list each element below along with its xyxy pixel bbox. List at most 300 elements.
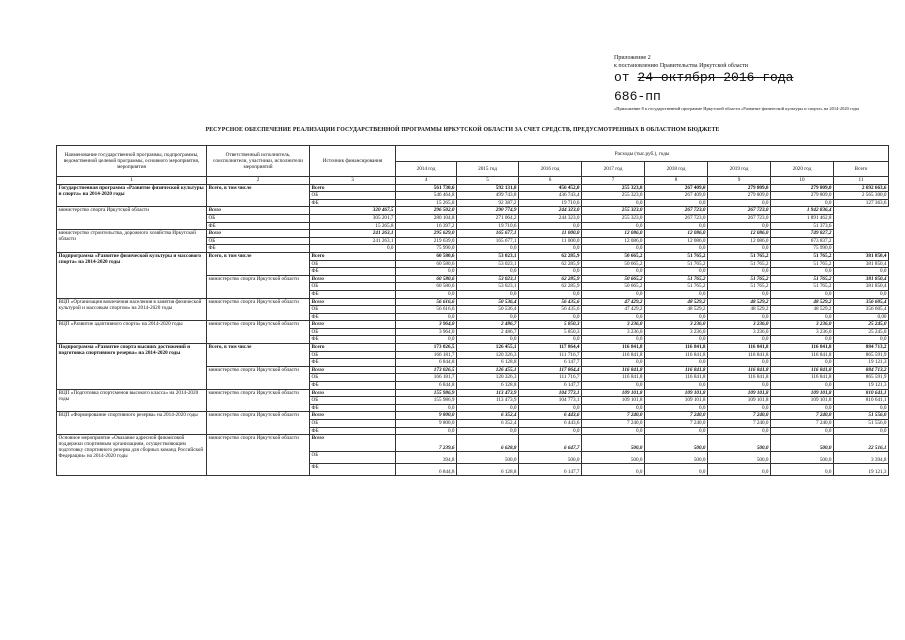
row-value: 22 516,1 <box>834 435 889 452</box>
row-value: 6 844,8 <box>396 359 457 367</box>
row-source: ФБ <box>310 290 396 298</box>
row-source: ФБ <box>310 199 396 207</box>
row-value: 0,0 <box>582 427 645 435</box>
row-value: 6 128,8 <box>457 464 519 476</box>
row-value: 60 580,6 <box>396 275 457 283</box>
row-value: 3 236,0 <box>582 321 645 329</box>
row-value: 356 605,4 <box>834 298 889 306</box>
row-value: 0,0 <box>310 245 396 253</box>
row-value: 11 000,0 <box>519 237 582 245</box>
row-source: Всего <box>310 298 396 306</box>
row-value: 111 716,7 <box>519 351 582 359</box>
column-number: 2 <box>207 177 310 185</box>
row-source: ОБ <box>310 192 396 200</box>
row-value: 7 240,0 <box>645 420 708 428</box>
row-value: 12 086,0 <box>582 230 645 238</box>
row-value: 241 263,1 <box>310 237 396 245</box>
row-value: 56 616,6 <box>396 298 457 306</box>
row-value: 7 240,0 <box>582 420 645 428</box>
column-number: 3 <box>310 177 396 185</box>
row-value: 51 765,2 <box>708 275 771 283</box>
row-value: 75 990,0 <box>396 245 457 253</box>
row-value: 0,0 <box>708 336 771 344</box>
row-value: 12 086,0 <box>582 237 645 245</box>
row-value: 7 240,0 <box>645 412 708 420</box>
row-value: 0,0 <box>708 359 771 367</box>
row-value: 51 765,2 <box>708 260 771 268</box>
row-executor: министерство спорта Иркутской области <box>207 412 310 435</box>
row-value: 0,0 <box>457 290 519 298</box>
row-value: 0,0 <box>708 199 771 207</box>
row-value: 11 000,0 <box>519 230 582 238</box>
row-value: 48 529,2 <box>771 298 834 306</box>
row-source: ОБ <box>310 306 396 314</box>
row-value: 219 639,0 <box>396 237 457 245</box>
row-value: 12 086,0 <box>708 230 771 238</box>
row-value: 0,0 <box>396 268 457 276</box>
row-value: 267 409,0 <box>645 184 708 192</box>
row-source: Всего <box>310 321 396 329</box>
row-source: ФБ <box>310 464 396 476</box>
row-value: 0,0 <box>708 290 771 298</box>
row-value: 592 131,8 <box>457 184 519 192</box>
row-value: 109 101,8 <box>582 389 645 397</box>
row-value: 51 556,0 <box>834 420 889 428</box>
row-source: Всего <box>310 435 396 452</box>
row-value: 0,0 <box>645 464 708 476</box>
row-value: 3 236,0 <box>645 321 708 329</box>
row-value: 255 323,0 <box>582 207 645 215</box>
row-value: 19 121,3 <box>834 464 889 476</box>
row-source: ФБ <box>310 404 396 412</box>
row-value: 155 986,9 <box>396 389 457 397</box>
row-value: 6 352,4 <box>457 412 519 420</box>
row-value: 126 455,1 <box>457 366 519 374</box>
row-value: 0,0 <box>645 245 708 253</box>
row-value: 7 240,0 <box>708 412 771 420</box>
row-value: 0,0 <box>645 427 708 435</box>
table-row <box>57 344 889 352</box>
row-value: 19 710,6 <box>519 199 582 207</box>
row-value: 62 285,9 <box>519 283 582 291</box>
row-value: 2 565 300,0 <box>834 192 889 200</box>
row-executor: министерство спорта Иркутской области <box>57 207 207 230</box>
row-value: 244 323,0 <box>519 207 582 215</box>
row-value: 500,0 <box>582 435 645 452</box>
row-value: 50 665,2 <box>582 283 645 291</box>
row-name: ВЦП «Подготовка спортсменов высокого класса» на 2014-2020 годы <box>57 389 207 412</box>
row-value: 0,0 <box>771 359 834 367</box>
row-value: 279 809,0 <box>771 192 834 200</box>
row-value: 116 841,8 <box>645 351 708 359</box>
row-source: ОБ <box>310 260 396 268</box>
row-value: 92 387,2 <box>457 199 519 207</box>
row-value: 19 710,6 <box>457 222 519 230</box>
row-value: 2 486,7 <box>457 321 519 329</box>
row-value: 173 026,5 <box>396 366 457 374</box>
row-value: 51 765,2 <box>771 252 834 260</box>
row-source: Всего <box>207 207 310 215</box>
row-value: 0,0 <box>771 404 834 412</box>
column-number: 4 <box>396 177 457 185</box>
row-value: 51 765,2 <box>645 252 708 260</box>
row-name: Подпрограмма «Развитие спорта высших достижений и подготовка спортивного резерва» на 2014-2020 годы <box>57 344 207 390</box>
row-value: 0,0 <box>645 290 708 298</box>
row-value: 50 536,4 <box>457 298 519 306</box>
row-value: 0,0 <box>396 313 457 321</box>
row-value: 109 101,8 <box>645 389 708 397</box>
row-value: 0,0 <box>582 199 645 207</box>
row-value: 267 723,0 <box>708 207 771 215</box>
row-value: 7 240,0 <box>708 420 771 428</box>
row-value: 5 850,3 <box>519 328 582 336</box>
row-value: 51 765,2 <box>708 283 771 291</box>
row-value: 51 765,2 <box>645 275 708 283</box>
header-year: 2020 год <box>771 162 834 177</box>
row-value: 109 101,8 <box>582 397 645 405</box>
row-value: 267 723,0 <box>645 207 708 215</box>
row-source: ОБ <box>310 420 396 428</box>
row-value: 165 677,1 <box>457 230 519 238</box>
row-value: 0,00 <box>834 313 889 321</box>
row-value: 117 864,4 <box>519 344 582 352</box>
row-value: 155 986,9 <box>396 397 457 405</box>
row-value: 0,0 <box>834 427 889 435</box>
row-value: 6 147,7 <box>519 464 582 476</box>
row-value: 279 809,0 <box>771 184 834 192</box>
row-value: 50 665,2 <box>582 275 645 283</box>
row-value: 456 452,0 <box>519 184 582 192</box>
column-number: 10 <box>771 177 834 185</box>
row-value: 500,0 <box>457 452 519 464</box>
row-value: 381 850,4 <box>834 283 889 291</box>
row-value: 109 101,8 <box>645 397 708 405</box>
row-value: 166 181,7 <box>396 374 457 382</box>
row-value: 48 529,2 <box>771 306 834 314</box>
table-row <box>57 184 889 192</box>
row-executor: Всего, в том числе <box>207 184 310 207</box>
row-value: 0,0 <box>519 313 582 321</box>
row-value: 865 591,9 <box>834 374 889 382</box>
row-value: 116 841,8 <box>771 351 834 359</box>
row-value: 9 800,0 <box>396 420 457 428</box>
row-value: 51 765,2 <box>771 275 834 283</box>
row-value: 0,0 <box>771 268 834 276</box>
row-source: ФБ <box>207 245 310 253</box>
row-value: 0,0 <box>396 336 457 344</box>
row-value: 500,0 <box>771 452 834 464</box>
row-value: 296 502,0 <box>396 207 457 215</box>
header-expenses: Расходы (тыс.руб.), годы <box>396 146 889 162</box>
row-source: Всего <box>310 275 396 283</box>
row-value: 0,0 <box>834 404 889 412</box>
table-row <box>57 412 889 420</box>
row-value: 12 086,0 <box>708 237 771 245</box>
date-value: 24 октября 2016 года <box>637 70 794 85</box>
row-value: 0,0 <box>771 382 834 390</box>
row-value: 749 827,2 <box>771 230 834 238</box>
row-value: 47 429,2 <box>582 298 645 306</box>
header-name: Наименование государственной программы, подпрограммы, ведомственной целевой программы, основного мероприятия, мероприятия <box>57 146 207 177</box>
row-source: ФБ <box>207 222 310 230</box>
row-value: 116 841,8 <box>645 366 708 374</box>
row-value: 109 101,8 <box>771 397 834 405</box>
row-value: 320 467,5 <box>310 207 396 215</box>
row-value: 0,0 <box>834 268 889 276</box>
row-executor: министерство спорта Иркутской области <box>207 298 310 321</box>
row-value: 0,0 <box>457 404 519 412</box>
table-row <box>57 230 889 238</box>
row-source: ФБ <box>310 313 396 321</box>
row-name: ВЦП «Развитие адаптивного спорта» на 2014-2020 годы <box>57 321 207 344</box>
row-value: 48 529,2 <box>708 298 771 306</box>
document-title: РЕСУРСНОЕ ОБЕСПЕЧЕНИЕ РЕАЛИЗАЦИИ ГОСУДАРСТВЕННОЙ ПРОГРАММЫ ИРКУТСКОЙ ОБЛАСТИ ЗА СЧЕТ СРЕДСТВ, ПРЕДУСМОТРЕННЫХ В ОБЛАСТНОМ БЮДЖЕТЕ <box>205 127 720 133</box>
row-value: 436 743,4 <box>519 192 582 200</box>
row-value: 2 486,7 <box>457 328 519 336</box>
row-value: 50 536,4 <box>457 306 519 314</box>
row-value: 60 580,6 <box>396 260 457 268</box>
row-value: 381 850,4 <box>834 260 889 268</box>
row-value: 3 236,0 <box>708 328 771 336</box>
row-value: 3 964,0 <box>396 328 457 336</box>
row-value: 6 147,7 <box>519 359 582 367</box>
row-value: 12 086,0 <box>645 237 708 245</box>
row-value: 75 990,0 <box>771 245 834 253</box>
row-source: ОБ <box>310 328 396 336</box>
appendix-label: Приложение 2 <box>614 55 651 61</box>
row-value: 127 363,6 <box>834 199 889 207</box>
row-value: 116 841,8 <box>771 366 834 374</box>
row-executor: Всего, в том числе <box>207 344 310 367</box>
column-numbers-row <box>57 177 889 185</box>
row-value: 0,0 <box>582 245 645 253</box>
row-value: 51 765,2 <box>771 283 834 291</box>
row-value: 0,0 <box>771 290 834 298</box>
row-value: 7 240,0 <box>771 412 834 420</box>
row-value: 865 591,9 <box>834 351 889 359</box>
header-year: 2017 год <box>582 162 645 177</box>
row-value: 117 864,4 <box>519 366 582 374</box>
row-value: 0,0 <box>708 464 771 476</box>
row-value: 19 121,3 <box>834 382 889 390</box>
row-value: 500,0 <box>708 435 771 452</box>
header-year: 2019 год <box>708 162 771 177</box>
row-value: 126 455,1 <box>457 344 519 352</box>
row-value: 56 435,6 <box>519 306 582 314</box>
row-value: 120 326,3 <box>457 351 519 359</box>
row-value: 48 529,2 <box>645 298 708 306</box>
row-value: 116 841,8 <box>708 374 771 382</box>
row-value: 267 723,0 <box>645 214 708 222</box>
row-value: 3 236,0 <box>582 328 645 336</box>
row-value: 500,0 <box>582 452 645 464</box>
row-value: 0,0 <box>457 336 519 344</box>
row-value: 0,0 <box>519 245 582 253</box>
row-value: 0,0 <box>708 427 771 435</box>
row-value: 2 692 663,6 <box>834 184 889 192</box>
row-value: 0,0 <box>645 199 708 207</box>
row-value: 0,0 <box>582 222 645 230</box>
row-value: 0,0 <box>708 404 771 412</box>
row-value: 3 964,0 <box>396 321 457 329</box>
column-number: 5 <box>457 177 519 185</box>
row-value: 116 841,8 <box>771 374 834 382</box>
row-value: 116 841,8 <box>708 351 771 359</box>
row-value: 3 394,8 <box>834 452 889 464</box>
row-value: 500,0 <box>708 452 771 464</box>
row-value: 0,0 <box>771 427 834 435</box>
row-name: ВЦП «Формирование спортивного резерва» на 2014-2020 годы <box>57 412 207 435</box>
row-value: 3 236,0 <box>771 321 834 329</box>
row-value: 0,0 <box>834 290 889 298</box>
column-number: 6 <box>519 177 582 185</box>
row-executor: министерство спорта Иркутской области <box>207 366 310 389</box>
row-value: 884 713,2 <box>834 344 889 352</box>
row-value: 62 285,9 <box>519 252 582 260</box>
row-value: 381 850,4 <box>834 275 889 283</box>
table-row <box>57 252 889 260</box>
row-value: 0,0 <box>582 359 645 367</box>
row-value: 6 443,6 <box>519 420 582 428</box>
table-row <box>57 389 889 397</box>
row-source: Всего <box>310 389 396 397</box>
row-value: 6 128,8 <box>457 359 519 367</box>
row-value: 500,0 <box>519 452 582 464</box>
row-value: 0,0 <box>708 313 771 321</box>
row-value: 0,0 <box>582 268 645 276</box>
row-value: 53 023,1 <box>457 252 519 260</box>
row-value: 109 101,8 <box>771 389 834 397</box>
row-value: 0,0 <box>834 336 889 344</box>
row-name: Подпрограмма «Развитие физической культуры и массового спорта» на 2014-2020 годы <box>57 252 207 298</box>
row-value: 280 104,8 <box>396 214 457 222</box>
row-name: Государственная программа «Развитие физической культуры и спорта» на 2014-2020 годы <box>57 184 207 207</box>
row-value: 51 765,2 <box>645 283 708 291</box>
row-source: ОБ <box>310 397 396 405</box>
row-value: 51 765,2 <box>645 260 708 268</box>
row-value: 0,0 <box>519 427 582 435</box>
row-value: 0,0 <box>645 382 708 390</box>
row-value: 120 326,3 <box>457 374 519 382</box>
table-row <box>57 435 889 452</box>
row-value: 116 841,8 <box>771 344 834 352</box>
row-value: 51 765,2 <box>771 260 834 268</box>
row-value: 0,0 <box>396 427 457 435</box>
row-value: 116 841,8 <box>582 344 645 352</box>
row-value: 290 774,9 <box>457 207 519 215</box>
row-value: 0,0 <box>396 290 457 298</box>
row-value: 60 580,6 <box>396 283 457 291</box>
row-value: 810 641,1 <box>834 397 889 405</box>
row-value: 6 844,8 <box>396 464 457 476</box>
row-value: 0,0 <box>645 336 708 344</box>
row-value: 673 837,2 <box>771 237 834 245</box>
table-row <box>57 207 889 215</box>
row-value: 50 665,2 <box>582 260 645 268</box>
row-value: 0,0 <box>771 336 834 344</box>
row-value: 116 841,8 <box>645 344 708 352</box>
row-source: ФБ <box>310 382 396 390</box>
resolution-reference: к постановлению Правительства Иркутской области <box>614 62 748 69</box>
row-value: 394,8 <box>396 452 457 464</box>
row-value: 0,0 <box>645 313 708 321</box>
row-executor: министерство спорта Иркутской области <box>207 435 310 476</box>
row-value: 7 239,6 <box>396 435 457 452</box>
row-value: 295 629,0 <box>396 230 457 238</box>
row-value: 15 265,8 <box>310 222 396 230</box>
row-source: Всего <box>310 366 396 374</box>
row-source: ОБ <box>310 452 396 464</box>
row-value: 0,0 <box>582 382 645 390</box>
row-value: 53 023,1 <box>457 260 519 268</box>
row-value: 25 245,0 <box>834 321 889 329</box>
row-value: 0,0 <box>457 313 519 321</box>
row-value: 500,0 <box>645 435 708 452</box>
row-value: 56 435,6 <box>519 298 582 306</box>
row-source: Всего <box>310 252 396 260</box>
row-value: 116 841,8 <box>582 366 645 374</box>
column-number: 9 <box>708 177 771 185</box>
table-row <box>57 321 889 329</box>
row-source: ОБ <box>310 283 396 291</box>
header-year: 2018 год <box>645 162 708 177</box>
row-value: 271 064,2 <box>457 214 519 222</box>
row-value: 48 529,2 <box>645 306 708 314</box>
row-value: 6 628,8 <box>457 435 519 452</box>
row-value: 561 730,6 <box>396 184 457 192</box>
row-value: 255 323,0 <box>582 214 645 222</box>
row-value: 6 844,8 <box>396 382 457 390</box>
row-value: 3 236,0 <box>645 328 708 336</box>
row-value: 116 841,8 <box>708 344 771 352</box>
header-year: Всего <box>834 162 889 177</box>
row-value: 165 677,1 <box>457 237 519 245</box>
row-value: 546 464,8 <box>396 192 457 200</box>
row-value: 62 285,9 <box>519 260 582 268</box>
row-value: 810 641,1 <box>834 389 889 397</box>
row-value: 267 409,0 <box>645 192 708 200</box>
row-value: 62 285,9 <box>519 275 582 283</box>
row-value: 0,0 <box>582 336 645 344</box>
row-source: Всего <box>310 344 396 352</box>
row-value: 0,0 <box>708 222 771 230</box>
row-value: 47 429,2 <box>582 306 645 314</box>
header-year: 2015 год <box>457 162 519 177</box>
row-value: 51 765,2 <box>708 252 771 260</box>
row-value: 109 101,8 <box>708 397 771 405</box>
row-value: 116 841,8 <box>582 374 645 382</box>
row-value: 113 473,9 <box>457 389 519 397</box>
row-value: 0,0 <box>457 268 519 276</box>
row-value: 0,0 <box>708 382 771 390</box>
row-value: 279 809,0 <box>708 192 771 200</box>
row-value: 12 086,0 <box>645 230 708 238</box>
header-source: Источник финансирования <box>310 146 396 177</box>
date-prefix: от <box>614 70 630 85</box>
row-value: 0,0 <box>582 404 645 412</box>
row-value: 6 443,6 <box>519 412 582 420</box>
row-value: 1 891 462,8 <box>771 214 834 222</box>
row-source: Всего <box>310 184 396 192</box>
row-value: 173 026,5 <box>396 344 457 352</box>
row-value: 305 201,7 <box>310 214 396 222</box>
column-number: 7 <box>582 177 645 185</box>
resolution-date <box>614 71 874 85</box>
appendix-note: «Приложение 8 к государственной программе Иркутской области «Развитие физической культуры и спорта» на 2014-2020 годы <box>614 106 860 111</box>
table-header-row <box>57 146 889 162</box>
column-number: 11 <box>834 177 889 185</box>
row-value: 0,0 <box>771 313 834 321</box>
